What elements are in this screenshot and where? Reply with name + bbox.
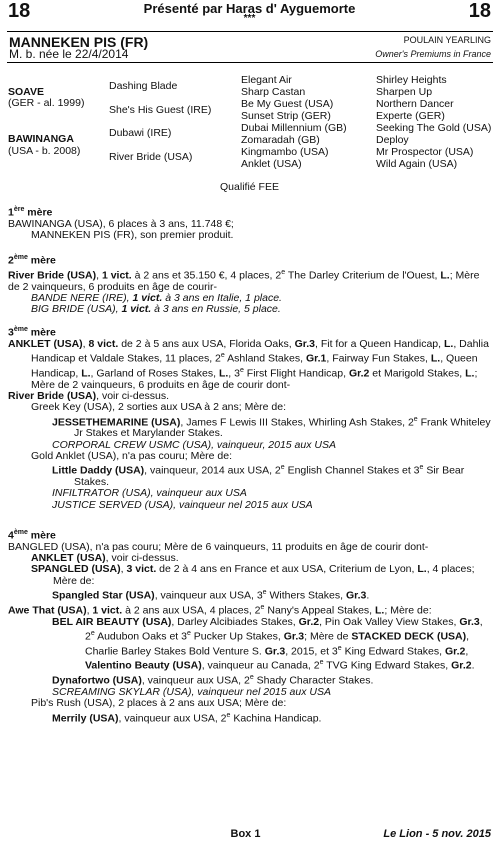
produce-line: BIG BRIDE (USA), 1 vict. à 3 ans en Russie, 5 place. [31, 303, 281, 316]
produce-line: Awe That (USA), 1 vict. à 2 ans aux USA, 4 places, 2e Nany's Appeal Stakes, L.; Mère de: [8, 603, 432, 617]
horse-name: MANNEKEN PIS (FR) [9, 34, 149, 50]
first-dam-line: BAWINANGA (USA), 6 places à 3 ans, 11.748 €; [8, 217, 234, 230]
pedigree-gen3: Sunset Strip (GER) [241, 110, 331, 122]
pedigree-gen4: Experte (GER) [376, 110, 445, 122]
first-dam-produce: MANNEKEN PIS (FR), son premier produit. [31, 229, 234, 242]
sire-name: SOAVE [8, 86, 44, 98]
second-dam-section [8, 252, 494, 315]
horse-description: M. b. née le 22/4/2014 [9, 47, 129, 61]
grandproduce-line: Little Daddy (USA), vainqueur, 2014 aux USA, 2e English Channel Stakes et 3e Sir Bear Stakes. [52, 464, 465, 489]
horse-title-box [7, 31, 493, 63]
grandproduce-line: JESSETHEMARINE (USA), James F Lewis III Stakes, Whirling Ash Stakes, 2e Frank Whiteley Jr Stakes et Marylander Stakes. [52, 415, 491, 440]
produce-line: Greek Key (USA), 2 sorties aux USA à 2 ans; Mère de: [31, 401, 287, 414]
pedigree-gen3: Be My Guest (USA) [241, 98, 334, 110]
pedigree-gen2: Dubawi (IRE) [109, 127, 172, 139]
dam-info: (USA - b. 2008) [8, 145, 81, 157]
pedigree-gen3: Dubai Millennium (GB) [241, 122, 347, 134]
section-heading: 2ème mère [8, 254, 56, 267]
owners-premiums: Owner's Premiums in France [375, 49, 491, 59]
pedigree-gen4: Sharpen Up [376, 86, 433, 98]
grandproduce-line: BEL AIR BEAUTY (USA), Darley Alcibiades Stakes, Gr.2, Pin Oak Valley View Stakes, Gr.3, 2e Audubon Oaks et 3e Pucker Up Stakes, Gr.3; Mère de STACKED DECK (USA), Charlie Barley Stakes Bold Venture S. Gr.3, 2015, et 3e King Edward Stakes, Gr.2, Valentino Beauty (USA), vainqueur au Canada, 2e TVG King Edward Stakes, Gr.2. [52, 615, 483, 672]
pedigree-gen4: Deploy [376, 134, 409, 146]
pedigree-gen4: Wild Again (USA) [376, 158, 458, 170]
stars: *** [243, 13, 256, 24]
qualified-fee: Qualifié FEE [220, 181, 279, 193]
pedigree-gen3: Zomaradah (GB) [241, 134, 320, 146]
grandproduce-line: CORPORAL CREW USMC (USA), vainqueur, 2015 aux USA [52, 438, 336, 451]
produce-line: BANDE NERE (IRE), 1 vict. à 3 ans en Italie, 1 place. [31, 291, 282, 304]
third-dam-section [8, 324, 494, 511]
box-label: Box 1 [230, 828, 261, 840]
pedigree-gen2: She's His Guest (IRE) [109, 104, 212, 116]
produce-line: River Bride (USA), voir ci-dessus. [8, 389, 170, 402]
pedigree-gen3: Kingmambo (USA) [241, 146, 329, 158]
grandproduce-line: Merrily (USA), vainqueur aux USA, 2e Kachina Handicap. [52, 711, 322, 725]
pedigree-gen3: Sharp Castan [241, 86, 306, 98]
pedigree-gen4: Shirley Heights [376, 74, 447, 86]
fourth-dam-section [8, 527, 494, 724]
second-dam-record: River Bride (USA), 1 vict. à 2 ans et 35.150 €, 4 places, 2e The Darley Criterium de l'Ouest, L.; Mère de 2 vainqueurs, 6 produits en âge de courir- [8, 268, 480, 293]
produce-line: ANKLET (USA), voir ci-dessus. [31, 552, 179, 565]
grandproduce-line: JUSTICE SERVED (USA), vainqueur nel 2015 aux USA [52, 498, 313, 511]
section-heading: 3ème mère [8, 326, 56, 339]
sire-info: (GER - al. 1999) [8, 97, 85, 109]
presenter-line: Présenté par Haras d' Ayguemorte [143, 1, 356, 16]
lot-number-right: 18 [468, 0, 491, 22]
section-heading: 1ère mère [8, 206, 53, 219]
grandproduce-line: Spangled Star (USA), vainqueur aux USA, 3e Withers Stakes, Gr.3. [52, 588, 370, 602]
pedigree-gen4: Seeking The Gold (USA) [376, 122, 492, 134]
pedigree-gen3: Anklet (USA) [241, 158, 302, 170]
third-dam-record: ANKLET (USA), 8 vict. de 2 à 5 ans aux USA, Florida Oaks, Gr.3, Fit for a Queen Handicap, L., Dahlia Handicap et Valdale Stakes, 11 places, 2e Ashland Stakes, Gr.1, Fairway Fun Stakes, L., Queen Handicap, L., Garland of Roses Stakes, L., 3e First Flight Handicap, Gr.2 et Marigold Stakes, L.; Mère de 2 vainqueurs, 6 produits en âge de courir dont- [8, 337, 489, 391]
pedigree-gen4: Northern Dancer [376, 98, 454, 110]
pedigree-gen2: Dashing Blade [109, 80, 178, 92]
fourth-dam-record: BANGLED (USA), n'a pas couru; Mère de 6 vainqueurs, 11 produits en âge de courir dont- [8, 540, 429, 553]
produce-line: SPANGLED (USA), 3 vict. de 2 à 4 ans en France et aux USA, Criterium de Lyon, L., 4 places; Mère de: [31, 563, 475, 587]
sale-date: Le Lion - 5 nov. 2015 [383, 828, 491, 840]
produce-line: Pib's Rush (USA), 2 places à 2 ans aux USA; Mère de: [31, 697, 287, 710]
pedigree-gen4: Mr Prospector (USA) [376, 146, 474, 158]
lot-number-left: 18 [8, 0, 31, 22]
grandproduce-line: INFILTRATOR (USA), vainqueur aux USA [52, 487, 247, 500]
produce-line: Gold Anklet (USA), n'a pas couru; Mère de: [31, 449, 233, 462]
section-heading: 4ème mère [8, 529, 56, 542]
first-dam-section [8, 204, 494, 241]
grandproduce-line: Dynafortwo (USA), vainqueur aux USA, 2e Shady Character Stakes. [52, 674, 374, 687]
dam-name: BAWINANGA [8, 133, 74, 145]
grandproduce-line: SCREAMING SKYLAR (USA), vainqueur nel 2015 aux USA [52, 686, 331, 699]
pedigree-gen3: Elegant Air [241, 74, 292, 86]
pedigree-gen2: River Bride (USA) [109, 151, 193, 163]
horse-category: POULAIN YEARLING [403, 35, 491, 45]
